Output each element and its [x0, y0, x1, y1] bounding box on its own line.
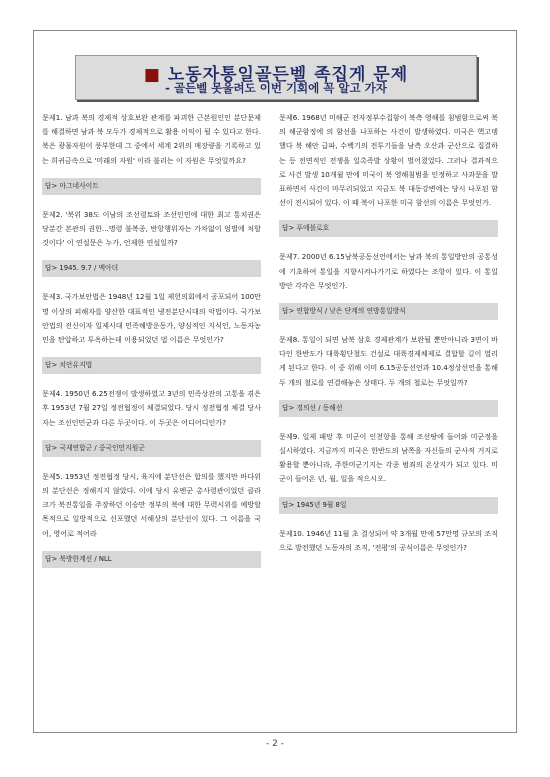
answer-5: 답> 북방한계선 / NLL	[42, 551, 261, 568]
question-5: 문제5. 1953년 정전협정 당시, 육지에 분단선은 합의를 했지만 바다위의 분단선은 정해지지 않았다. 이에 당시 유엔군 총사령관이었던 클라크가 북진통일을 주장하던 이승만 정부의 북에 대한 무력시위를 예방할 목적으로 일방적으로 선포했던 서해상의 분단선이 있다. 그 이름을 국어, 영어로 적어라	[42, 471, 261, 538]
answer-4: 답> 국제연합군 / 중국인민지원군	[42, 440, 261, 457]
right-column	[279, 111, 498, 555]
question-3: 문제3. 국가보안법은 1948년 12월 1일 제헌의회에서 공포되어 100만명 이상의 피해자를 양산한 대표적인 냉전분단시대의 악법이다. 국가보안법의 전신이자 일제시대 민족해방운동가, 양심적인 지식인, 노동자농민을 탄압하고 투옥하는데 이용되었던 법 이름은 무엇인가?	[42, 292, 261, 345]
question-8: 문제8. 통일이 되면 남북 삼호 경제관계가 보완될 뿐만아니라 3면이 바다인 한반도가 대륙횡단철도 건설로 대륙경제체제로 결합할 길이 열리게 된다고 한다. 이 중 위해 이미 6.15공동선언과 10.4정상선언을 통해 두 개의 철로를 연결해놓은 상태다. 두 개의 철로는 무엇일까?	[279, 335, 498, 387]
page-subtitle: - 골든벨 못울려도 이번 기회에 꼭 알고 가자	[165, 81, 387, 95]
square-bullet-icon: ■	[143, 65, 168, 85]
answer-9: 답> 1945년 9월 8일	[279, 497, 498, 514]
answer-8: 답> 경의선 / 동해선	[279, 400, 498, 417]
answer-1: 답> 마그네사이트	[42, 178, 261, 195]
question-block-4	[42, 387, 261, 457]
answer-6: 답> 푸에블로호	[279, 220, 498, 237]
question-7: 문제7. 2000년 6.15남북공동선언에서는 남과 북의 통일방안의 공통성에 기초하여 통일을 지향시켜나가기로 하였다는 조항이 있다. 이 통일방안 각각은 무엇인가.	[279, 252, 498, 290]
question-9: 문제9. 일제 패망 후 미군이 인천항을 통해 조선땅에 들어와 미군정을 실시하였다. 지금까지 미국은 한반도의 남쪽을 자신들의 군사적 거지로 활용할 뿐아니라, 주한미군기지는 각종 범죄의 온상지가 되고 있다. 미군이 들어온 년, 월, 일을 적으시오.	[279, 431, 498, 484]
question-1: 문제1. 남과 북의 경제적 상호보완 관계를 파괴한 근본원인인 분단문제를 해결하면 남과 북 모두가 경제적으로 활용 이익이 될 수 있다고 한다. 북은 광물자원이 풍부한데 그 중에서 세계 2위의 매장량을 기록하고 있는 희귀금속으로 '미래의 자원' 이라 불리는 이 자원은 무엇일까요?	[42, 113, 261, 165]
answer-7: 답> 연합방식 / 낮은 단계의 연방통일방식	[279, 303, 498, 320]
page-number: - 2 -	[266, 739, 284, 749]
question-block-5	[42, 470, 261, 568]
question-block-10	[279, 527, 498, 555]
question-block-9	[279, 430, 498, 514]
question-block-2	[42, 208, 261, 278]
answer-2: 답> 1945. 9.7 / 맥아더	[42, 260, 261, 277]
question-block-3	[42, 290, 261, 374]
question-2: 문제2. '북위 38도 이남의 조선령토와 조선인민에 대한 최고 통치권은 당분간 본관의 권한...명령 불복종, 반항행위자는 가차없이 엄벌에 처할 것이다' 이 연설문은 누가, 언제한 연설일까?	[42, 209, 261, 248]
question-10: 문제10. 1946년 11월 초 결성되어 약 3개월 만에 57만명 규모의 조직으로 발전했던 노동자의 조직, '전평'의 공식이름은 무엇인가?	[279, 528, 498, 552]
question-4: 문제4. 1950년 6.25전쟁이 발생하였고 3년의 민족상잔의 고통을 겪은 후 1953년 7월 27일 정전협정이 체결되었다. 당시 정전협정 체결 당사자는 조선인민군과 다른 두곳이다. 이 두곳은 어디어디인가?	[42, 389, 261, 427]
question-6: 문제6. 1968년 미해군 전자정부수집함이 북측 영해를 침범함으로써 북의 해군함정에 의 함선을 나포하는 사건이 발생하였다. 미국은 핵고뎅했다 북 해안 급파, 수백기의 전투기들을 남측 오산과 군산으로 집결하는 등 전면적인 전쟁을 일촉즉발 상황이 벌어졌었다. 그러나 결과적으로 사건 발생 10개월 만에 미국이 북 영해침범을 인정하고 사과문을 발표하면서 사건이 마무리되었고 지금도 북 대동강변에는 당시 나포된 함선이 전시되어 있다. 이 때 북이 나포한 미국 함선의 이름은 무엇인가.	[279, 113, 498, 208]
question-block-1	[42, 111, 261, 195]
question-block-7	[279, 250, 498, 320]
answer-3: 답> 치안유지법	[42, 357, 261, 374]
page-title: 노동자통일골든벨 족집게 문제	[167, 65, 409, 85]
left-column	[42, 111, 261, 581]
question-block-8	[279, 333, 498, 417]
title-banner	[75, 55, 477, 100]
question-block-6	[279, 111, 498, 237]
